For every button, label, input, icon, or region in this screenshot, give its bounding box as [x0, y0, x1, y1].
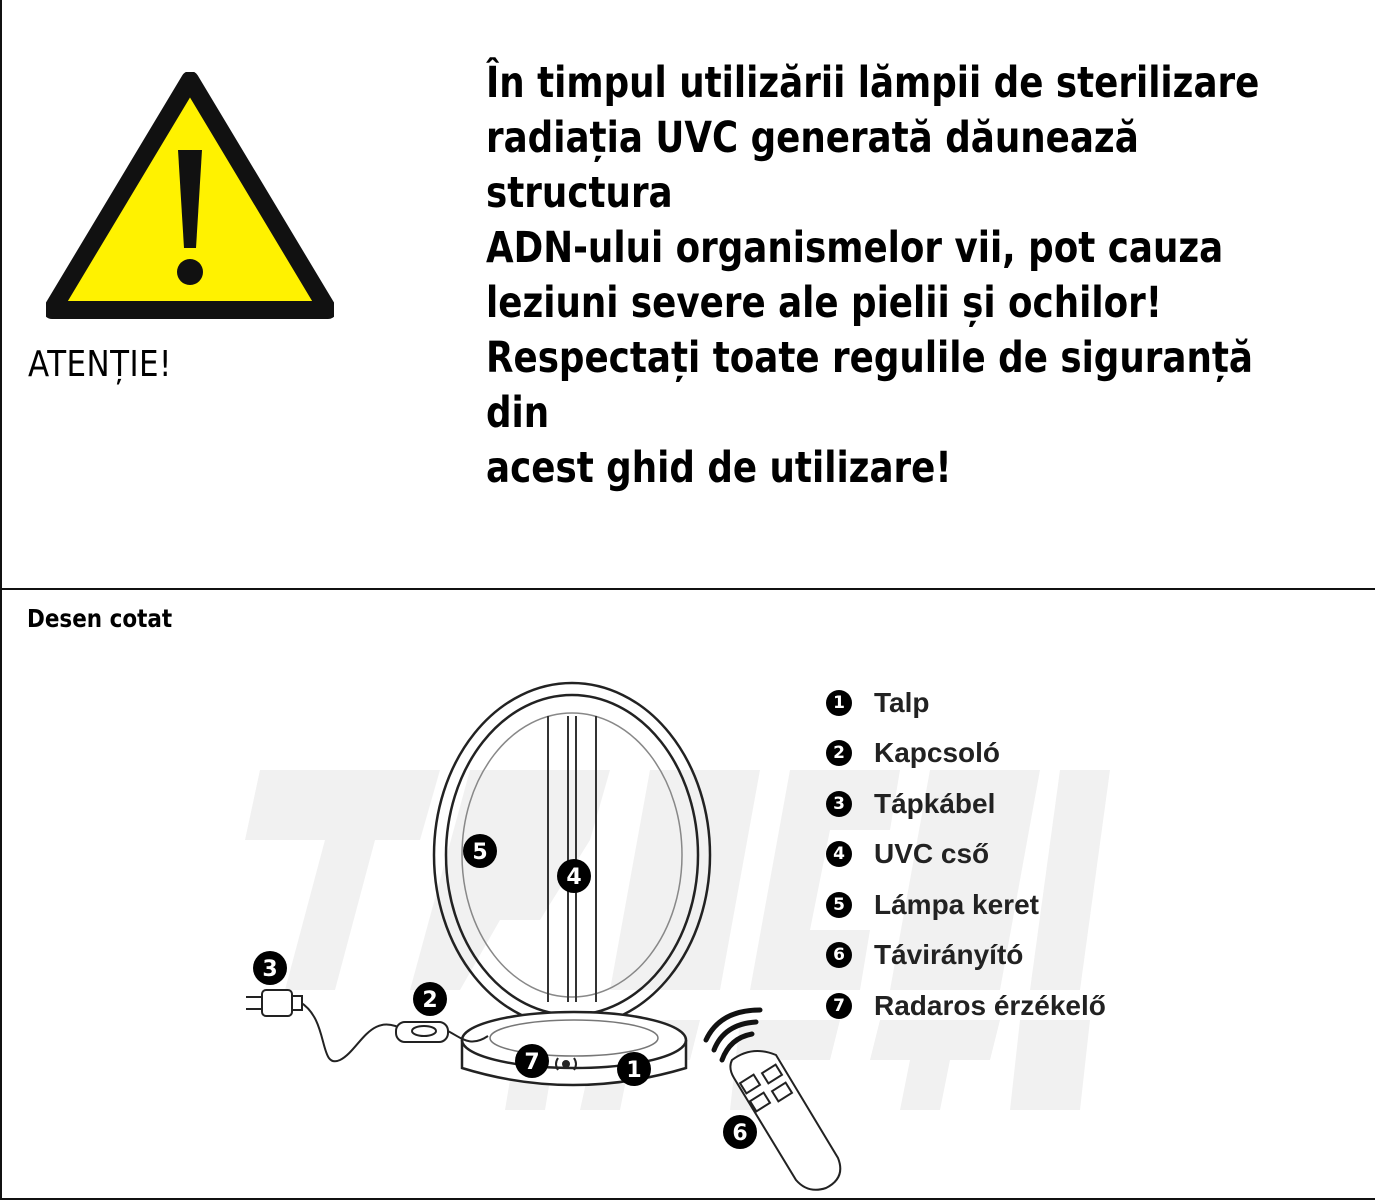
legend-item	[826, 784, 995, 824]
callout-7-label: 7	[524, 1050, 540, 1075]
legend-number: 3	[826, 791, 852, 817]
legend-label: UVC cső	[874, 838, 990, 869]
warning-section	[0, 0, 1375, 590]
legend-label: Kapcsoló	[874, 737, 1001, 768]
lamp-drawing	[0, 590, 1375, 1198]
callout-4	[557, 859, 591, 893]
legend-number: 5	[826, 892, 852, 918]
callout-7	[515, 1044, 549, 1078]
callout-1	[617, 1052, 651, 1086]
callout-5-label: 5	[472, 840, 488, 865]
legend-item	[826, 733, 1000, 773]
legend-item	[826, 986, 1106, 1026]
legend-item	[826, 935, 1023, 975]
switch-icon	[396, 1022, 448, 1042]
legend-label: Talp	[874, 687, 930, 718]
legend-item	[826, 834, 989, 874]
lamp-base	[462, 1012, 686, 1085]
legend-label: Tápkábel	[874, 788, 996, 819]
callout-1-label: 1	[626, 1058, 642, 1083]
callout-6	[723, 1115, 757, 1149]
callout-3-label: 3	[262, 957, 278, 982]
warning-text: În timpul utilizării lămpii de sterilizare radiația UVC generată dăunează structura ADN-ului organismelor vii, pot cauza leziuni severe ale pielii și ochilor! Respectați toate regulile de siguranță din acest ghid de utilizare!	[486, 58, 1260, 493]
callout-5	[463, 834, 497, 868]
drawing-title: Desen cotat	[27, 604, 173, 633]
warning-label: ATENȚIE!	[28, 344, 172, 385]
legend-number: 1	[826, 690, 852, 716]
callout-3	[253, 951, 287, 985]
callout-2-label: 2	[422, 988, 438, 1013]
callout-2	[413, 982, 447, 1016]
power-cable	[300, 1002, 488, 1061]
callout-6-label: 6	[732, 1121, 748, 1146]
callout-4-label: 4	[566, 865, 582, 890]
legend-number: 6	[826, 942, 852, 968]
legend-label: Távirányító	[874, 939, 1024, 970]
legend-number: 2	[826, 740, 852, 766]
legend-label: Lámpa keret	[874, 889, 1039, 920]
legend-item	[826, 885, 1039, 925]
legend-label: Radaros érzékelő	[874, 990, 1106, 1021]
legend-number: 7	[826, 993, 852, 1019]
plug-icon	[246, 990, 302, 1016]
warning-triangle-icon	[46, 72, 334, 324]
legend-item	[826, 683, 929, 723]
legend-number: 4	[826, 841, 852, 867]
